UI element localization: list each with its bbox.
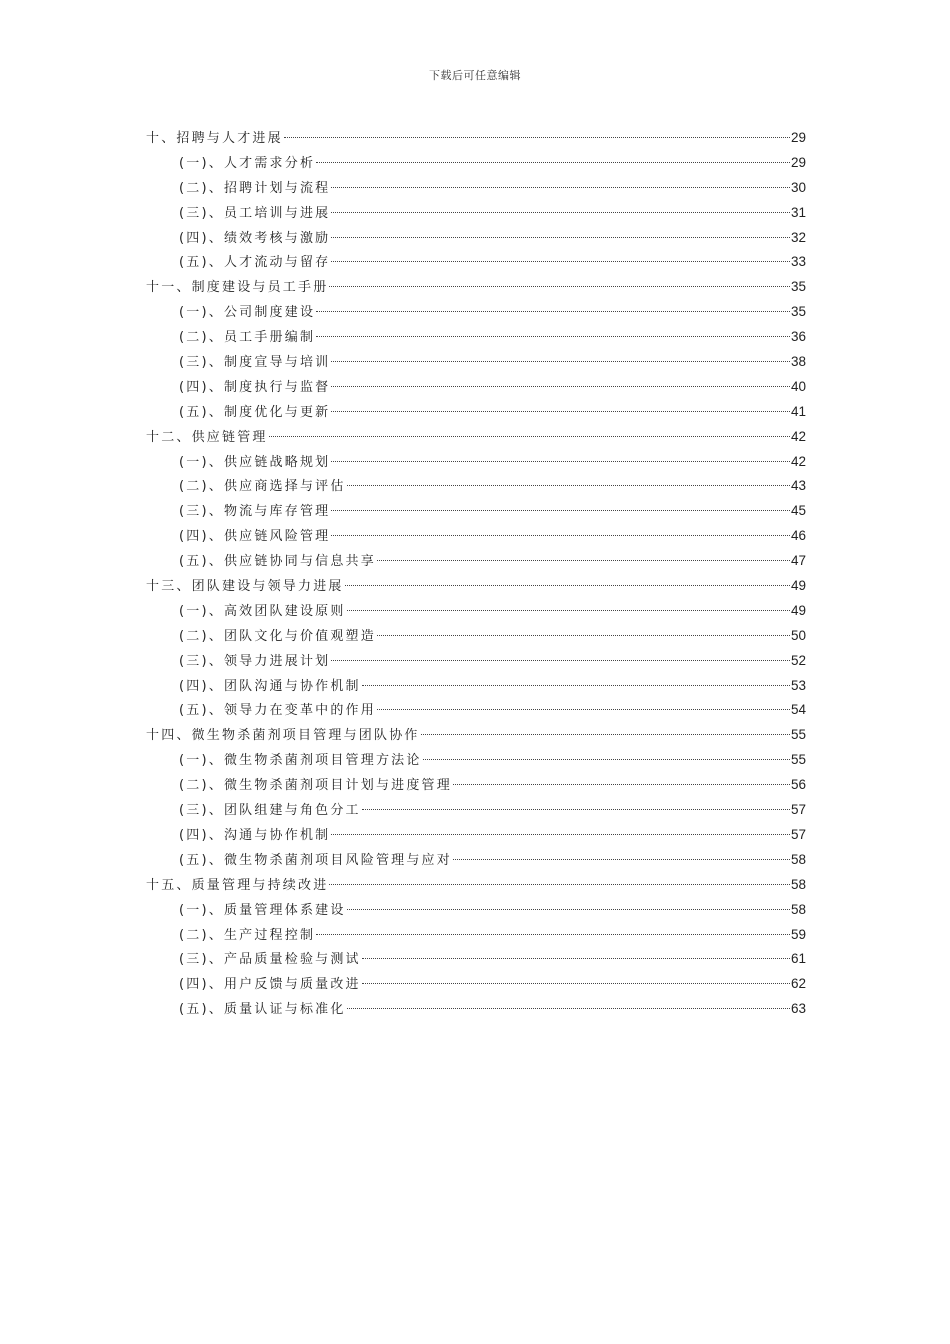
toc-entry-title: 十一、制度建设与员工手册 bbox=[146, 280, 329, 296]
toc-chapter-entry[interactable] bbox=[146, 126, 806, 151]
toc-entry-title: 十五、质量管理与持续改进 bbox=[146, 877, 329, 893]
toc-dot-leader bbox=[329, 884, 790, 885]
toc-page-number: 36 bbox=[790, 329, 806, 345]
toc-entry-title: (二)、微生物杀菌剂项目计划与进度管理 bbox=[179, 778, 452, 794]
toc-dot-leader bbox=[316, 311, 790, 312]
toc-section-entry[interactable] bbox=[146, 151, 806, 176]
toc-dot-leader bbox=[331, 187, 790, 188]
toc-section-entry[interactable] bbox=[146, 823, 806, 848]
toc-page-number: 40 bbox=[790, 378, 806, 394]
toc-page-number: 63 bbox=[790, 1001, 806, 1017]
toc-section-entry[interactable] bbox=[146, 250, 806, 275]
table-of-contents bbox=[146, 126, 806, 1022]
toc-dot-leader bbox=[331, 660, 790, 661]
toc-dot-leader bbox=[421, 734, 790, 735]
toc-page-number: 55 bbox=[790, 752, 806, 768]
toc-dot-leader bbox=[331, 411, 790, 412]
toc-chapter-entry[interactable] bbox=[146, 574, 806, 599]
toc-entry-title: (二)、招聘计划与流程 bbox=[179, 180, 331, 196]
toc-dot-leader bbox=[362, 685, 790, 686]
toc-section-entry[interactable] bbox=[146, 300, 806, 325]
toc-entry-title: (三)、团队组建与角色分工 bbox=[179, 803, 361, 819]
toc-section-entry[interactable] bbox=[146, 649, 806, 674]
toc-page-number: 43 bbox=[790, 478, 806, 494]
toc-entry-title: 十、招聘与人才进展 bbox=[146, 131, 283, 146]
toc-section-entry[interactable] bbox=[146, 325, 806, 350]
toc-dot-leader bbox=[331, 535, 790, 536]
toc-entry-title: (四)、供应链风险管理 bbox=[179, 529, 331, 545]
toc-page-number: 59 bbox=[790, 926, 806, 942]
toc-entry-title: (一)、高效团队建设原则 bbox=[179, 603, 346, 619]
toc-dot-leader bbox=[347, 1008, 790, 1009]
toc-dot-leader bbox=[316, 934, 790, 935]
toc-dot-leader bbox=[453, 784, 790, 785]
toc-dot-leader bbox=[331, 510, 790, 511]
toc-page-number: 41 bbox=[790, 403, 806, 419]
toc-dot-leader bbox=[269, 436, 790, 437]
toc-dot-leader bbox=[347, 485, 790, 486]
toc-dot-leader bbox=[331, 237, 790, 238]
toc-chapter-entry[interactable] bbox=[146, 873, 806, 898]
toc-dot-leader bbox=[377, 560, 790, 561]
toc-page-number: 62 bbox=[790, 976, 806, 992]
toc-dot-leader bbox=[316, 162, 790, 163]
toc-page-number: 50 bbox=[790, 627, 806, 643]
toc-entry-title: (三)、领导力进展计划 bbox=[179, 653, 331, 669]
toc-section-entry[interactable] bbox=[146, 972, 806, 997]
toc-section-entry[interactable] bbox=[146, 524, 806, 549]
toc-section-entry[interactable] bbox=[146, 624, 806, 649]
toc-dot-leader bbox=[331, 386, 790, 387]
toc-section-entry[interactable] bbox=[146, 350, 806, 375]
toc-entry-title: (一)、微生物杀菌剂项目管理方法论 bbox=[179, 753, 422, 769]
toc-page-number: 35 bbox=[790, 279, 806, 295]
toc-page-number: 30 bbox=[790, 179, 806, 195]
toc-entry-title: (三)、员工培训与进展 bbox=[179, 205, 331, 221]
toc-entry-title: 十四、微生物杀菌剂项目管理与团队协作 bbox=[146, 728, 420, 744]
toc-entry-title: (四)、用户反馈与质量改进 bbox=[179, 977, 361, 993]
toc-entry-title: (五)、微生物杀菌剂项目风险管理与应对 bbox=[179, 852, 452, 868]
toc-section-entry[interactable] bbox=[146, 997, 806, 1022]
toc-page-number: 52 bbox=[790, 652, 806, 668]
toc-page-number: 42 bbox=[790, 428, 806, 444]
toc-entry-title: (五)、制度优化与更新 bbox=[179, 404, 331, 420]
toc-dot-leader bbox=[347, 610, 790, 611]
toc-section-entry[interactable] bbox=[146, 848, 806, 873]
toc-page-number: 38 bbox=[790, 354, 806, 370]
toc-page-number: 42 bbox=[790, 453, 806, 469]
toc-dot-leader bbox=[362, 983, 790, 984]
toc-entry-title: (三)、制度宣导与培训 bbox=[179, 355, 331, 371]
toc-section-entry[interactable] bbox=[146, 898, 806, 923]
toc-section-entry[interactable] bbox=[146, 474, 806, 499]
toc-section-entry[interactable] bbox=[146, 674, 806, 699]
toc-section-entry[interactable] bbox=[146, 773, 806, 798]
toc-page-number: 55 bbox=[790, 727, 806, 743]
toc-page-number: 53 bbox=[790, 677, 806, 693]
toc-dot-leader bbox=[331, 834, 790, 835]
toc-dot-leader bbox=[316, 336, 790, 337]
toc-chapter-entry[interactable] bbox=[146, 275, 806, 300]
toc-entry-title: (五)、领导力在变革中的作用 bbox=[179, 703, 376, 719]
toc-entry-title: (五)、供应链协同与信息共享 bbox=[179, 554, 376, 570]
toc-page-number: 31 bbox=[790, 204, 806, 220]
toc-entry-title: (二)、员工手册编制 bbox=[179, 330, 316, 346]
toc-entry-title: (二)、生产过程控制 bbox=[179, 927, 316, 943]
toc-dot-leader bbox=[362, 958, 790, 959]
toc-chapter-entry[interactable] bbox=[146, 723, 806, 748]
toc-entry-title: (五)、质量认证与标准化 bbox=[179, 1002, 346, 1018]
toc-entry-title: (二)、团队文化与价值观塑造 bbox=[179, 628, 376, 644]
toc-page-number: 58 bbox=[790, 876, 806, 892]
toc-page-number: 49 bbox=[790, 602, 806, 618]
toc-page-number: 58 bbox=[790, 901, 806, 917]
toc-section-entry[interactable] bbox=[146, 450, 806, 475]
toc-entry-title: (一)、供应链战略规划 bbox=[179, 454, 331, 470]
toc-dot-leader bbox=[284, 137, 790, 138]
toc-dot-leader bbox=[453, 859, 790, 860]
toc-dot-leader bbox=[377, 635, 790, 636]
toc-page-number: 46 bbox=[790, 528, 806, 544]
toc-page-number: 56 bbox=[790, 777, 806, 793]
toc-section-entry[interactable] bbox=[146, 400, 806, 425]
toc-page-number: 57 bbox=[790, 826, 806, 842]
toc-page-number: 29 bbox=[790, 130, 806, 145]
toc-dot-leader bbox=[377, 709, 790, 710]
toc-dot-leader bbox=[331, 212, 790, 213]
toc-entry-title: (三)、产品质量检验与测试 bbox=[179, 952, 361, 968]
toc-section-entry[interactable] bbox=[146, 748, 806, 773]
toc-dot-leader bbox=[331, 261, 790, 262]
toc-entry-title: (四)、制度执行与监督 bbox=[179, 379, 331, 395]
toc-entry-title: (五)、人才流动与留存 bbox=[179, 255, 331, 271]
toc-entry-title: (一)、质量管理体系建设 bbox=[179, 902, 346, 918]
toc-entry-title: (一)、公司制度建设 bbox=[179, 305, 316, 321]
toc-section-entry[interactable] bbox=[146, 201, 806, 226]
toc-entry-title: (二)、供应商选择与评估 bbox=[179, 479, 346, 495]
toc-page-number: 33 bbox=[790, 254, 806, 270]
toc-section-entry[interactable] bbox=[146, 798, 806, 823]
toc-section-entry[interactable] bbox=[146, 947, 806, 972]
toc-chapter-entry[interactable] bbox=[146, 425, 806, 450]
toc-entry-title: (三)、物流与库存管理 bbox=[179, 504, 331, 520]
toc-section-entry[interactable] bbox=[146, 923, 806, 948]
toc-section-entry[interactable] bbox=[146, 499, 806, 524]
toc-section-entry[interactable] bbox=[146, 176, 806, 201]
toc-dot-leader bbox=[423, 759, 790, 760]
toc-section-entry[interactable] bbox=[146, 226, 806, 251]
toc-page-number: 58 bbox=[790, 851, 806, 867]
toc-entry-title: (四)、沟通与协作机制 bbox=[179, 827, 331, 843]
toc-entry-title: 十三、团队建设与领导力进展 bbox=[146, 579, 344, 595]
toc-section-entry[interactable] bbox=[146, 375, 806, 400]
toc-entry-title: (四)、团队沟通与协作机制 bbox=[179, 678, 361, 694]
toc-dot-leader bbox=[331, 461, 790, 462]
toc-dot-leader bbox=[347, 909, 790, 910]
toc-page-number: 29 bbox=[790, 154, 806, 170]
toc-page-number: 35 bbox=[790, 304, 806, 320]
toc-dot-leader bbox=[345, 585, 790, 586]
toc-section-entry[interactable] bbox=[146, 599, 806, 624]
toc-dot-leader bbox=[329, 286, 790, 287]
toc-dot-leader bbox=[331, 361, 790, 362]
toc-page-number: 47 bbox=[790, 553, 806, 569]
toc-page-number: 32 bbox=[790, 229, 806, 245]
toc-page-number: 54 bbox=[790, 702, 806, 718]
toc-page-number: 61 bbox=[790, 951, 806, 967]
toc-dot-leader bbox=[362, 809, 790, 810]
toc-page-number: 57 bbox=[790, 802, 806, 818]
toc-page-number: 45 bbox=[790, 503, 806, 519]
page-header: 下载后可任意编辑 bbox=[429, 69, 521, 82]
toc-entry-title: (一)、人才需求分析 bbox=[179, 155, 316, 171]
toc-section-entry[interactable] bbox=[146, 549, 806, 574]
toc-entry-title: (四)、绩效考核与激励 bbox=[179, 230, 331, 246]
toc-entry-title: 十二、供应链管理 bbox=[146, 429, 268, 445]
toc-section-entry[interactable] bbox=[146, 698, 806, 723]
toc-page-number: 49 bbox=[790, 578, 806, 594]
